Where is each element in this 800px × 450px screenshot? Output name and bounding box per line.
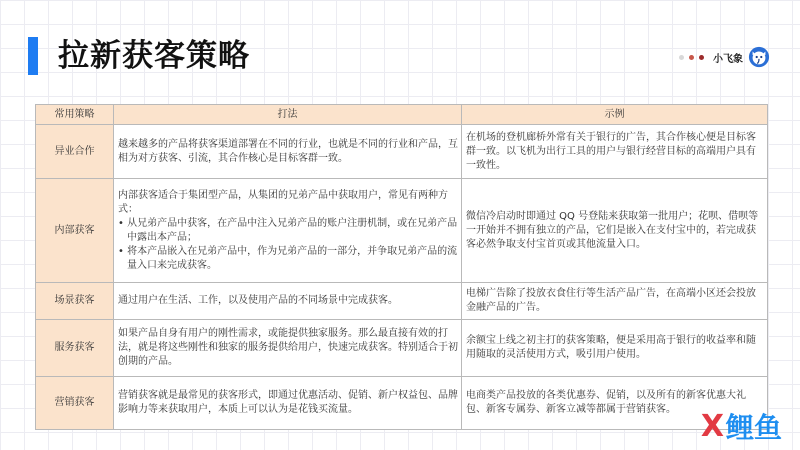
method-cell: 越来越多的产品将获客渠道部署在不同的行业，也就是不同的行业和产品，互相为对方获客、引流，其合作核心是目标客群一致。 <box>114 125 462 179</box>
table-header-row <box>36 105 768 125</box>
brand-dot-3 <box>699 55 704 60</box>
method-bullet: • 将本产品嵌入在兄弟产品中，作为兄弟产品的一部分，并争取兄弟产品的流量入口来完成获客。 <box>118 245 458 271</box>
brand-name: 小飞象 <box>713 53 743 65</box>
strategy-name: 异业合作 <box>36 125 114 179</box>
strategy-table <box>35 104 768 430</box>
watermark-mark: X <box>700 408 724 444</box>
watermark <box>701 406 782 446</box>
brand-dot-1 <box>679 55 684 60</box>
title-accent-bar <box>28 37 38 75</box>
column-header-method: 打法 <box>114 105 462 125</box>
method-intro: 内部获客适合于集团型产品，从集团的兄弟产品中获取用户，常见有两种方式： <box>118 189 448 215</box>
example-cell: 电梯广告除了投放衣食住行等生活产品广告，在高端小区还会投放金融产品的广告。 <box>462 283 768 320</box>
example-cell: 在机场的登机廊桥外常有关于银行的广告，其合作核心便是目标客群一致。以飞机为出行工具的用户与银行经营目标的高端用户具有一致性。 <box>462 125 768 179</box>
table-row <box>36 377 768 430</box>
watermark-text: 鲤鱼 <box>725 411 782 444</box>
method-cell: 营销获客就是最常见的获客形式，即通过优惠活动、促销、新户权益包、品牌影响力等来获取用户，本质上可以认为是花钱买流量。 <box>114 377 462 430</box>
example-cell: 电商类产品投放的各类优惠券、促销，以及所有的新客优惠大礼包、新客专属券、新客立减等都属于营销获客。 <box>462 377 768 430</box>
strategy-name: 内部获客 <box>36 179 114 283</box>
strategy-name: 场景获客 <box>36 283 114 320</box>
table-row <box>36 179 768 283</box>
table-row <box>36 283 768 320</box>
method-bullet: • 从兄弟产品中获客，在产品中注入兄弟产品的账户注册机制，或在兄弟产品中露出本产品； <box>118 217 458 243</box>
example-cell: 余额宝上线之初主打的获客策略，便是采用高于银行的收益率和随用随取的灵活使用方式，吸引用户使用。 <box>462 320 768 377</box>
method-cell: 通过用户在生活、工作，以及使用产品的不同场景中完成获客。 <box>114 283 462 320</box>
table-row <box>36 320 768 377</box>
brand <box>679 46 770 68</box>
elephant-logo-icon <box>748 46 770 68</box>
brand-dot-2 <box>689 55 694 60</box>
page-title: 拉新获客策略 <box>58 38 250 74</box>
column-header-strategy: 常用策略 <box>36 105 114 125</box>
method-cell <box>114 179 462 283</box>
slide-header <box>0 0 800 100</box>
column-header-example: 示例 <box>462 105 768 125</box>
example-cell: 微信冷启动时即通过 QQ 号登陆来获取第一批用户；花呗、借呗等一开始并不拥有独立的产品，它们是嵌入在支付宝中的，若完成获客必然争取支付宝首页或其他流量入口。 <box>462 179 768 283</box>
strategy-name: 营销获客 <box>36 377 114 430</box>
table-row <box>36 125 768 179</box>
method-cell: 如果产品自身有用户的刚性需求，或能提供独家服务。那么最直接有效的打法，就是将这些刚性和独家的服务提供给用户，快速完成获客。特别适合于初创期的产品。 <box>114 320 462 377</box>
strategy-name: 服务获客 <box>36 320 114 377</box>
